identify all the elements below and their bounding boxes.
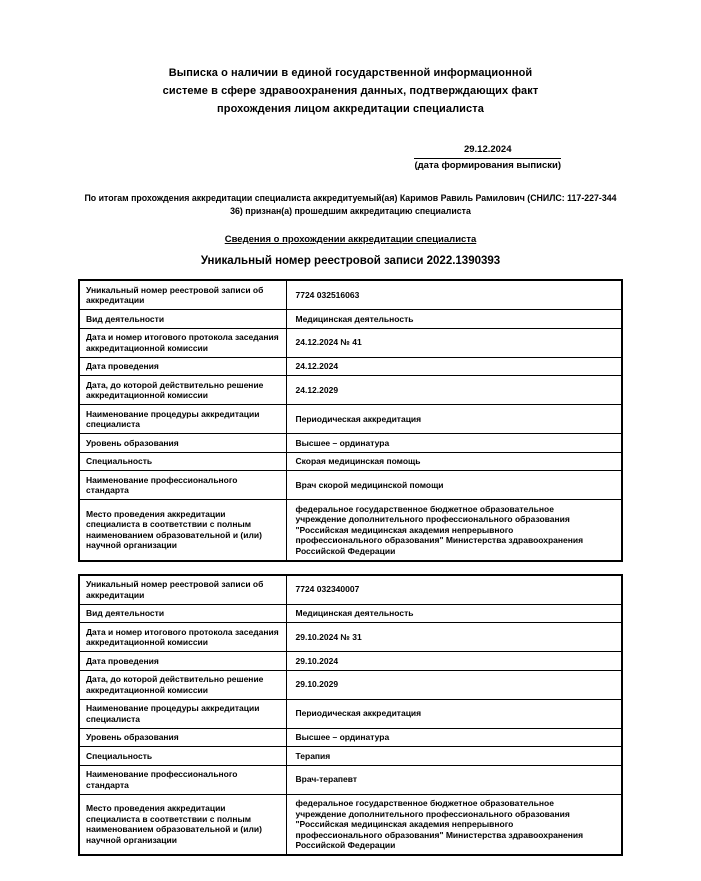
row-value: Терапия (286, 747, 622, 766)
row-value: Высшее – ординатура (286, 728, 622, 747)
table-row (79, 376, 622, 405)
row-value: Периодическая аккредитация (286, 699, 622, 728)
row-value: Высшее – ординатура (286, 434, 622, 453)
row-value: Врач скорой медицинской помощи (286, 471, 622, 500)
row-label: Уникальный номер реестровой записи об аккредитации (79, 575, 286, 605)
row-value: Скорая медицинская помощь (286, 452, 622, 471)
row-value: 7724 032340007 (286, 575, 622, 605)
accreditation-record-table-2-body (79, 575, 622, 856)
row-label: Дата и номер итогового протокола заседания аккредитационной комиссии (79, 623, 286, 652)
row-value: федеральное государственное бюджетное образовательное учреждение дополнительного профессионального образования "Российская медицинская академия непрерывного профессионального образования" Министерства здравоохранения Российской Федерации (286, 794, 622, 855)
row-label: Уникальный номер реестровой записи об аккредитации (79, 280, 286, 310)
row-value: Медицинская деятельность (286, 604, 622, 623)
row-value: 24.12.2024 № 41 (286, 328, 622, 357)
table-row (79, 575, 622, 605)
row-label: Дата, до которой действительно решение аккредитационной комиссии (79, 376, 286, 405)
row-value: 7724 032516063 (286, 280, 622, 310)
extract-date: 29.12.2024 (414, 144, 561, 159)
row-label: Вид деятельности (79, 604, 286, 623)
row-value: 24.12.2024 (286, 357, 622, 376)
table-row (79, 623, 622, 652)
table-row (79, 604, 622, 623)
row-label: Дата проведения (79, 357, 286, 376)
extract-date-caption: (дата формирования выписки) (414, 160, 561, 171)
table-row (79, 357, 622, 376)
row-value: Медицинская деятельность (286, 310, 622, 329)
row-value: 29.10.2024 (286, 652, 622, 671)
table-row (79, 310, 622, 329)
row-value: 24.12.2029 (286, 376, 622, 405)
row-value: Периодическая аккредитация (286, 405, 622, 434)
accreditation-record-table-2 (78, 574, 623, 857)
table-row (79, 652, 622, 671)
accreditation-record-table-1-body (79, 280, 622, 561)
table-row (79, 434, 622, 453)
table-row (79, 747, 622, 766)
row-value: 29.10.2029 (286, 670, 622, 699)
row-label: Место проведения аккредитации специалиста в соответствии с полным наименованием образовательной и (или) научной организации (79, 500, 286, 561)
row-label: Дата, до которой действительно решение аккредитационной комиссии (79, 670, 286, 699)
table-row (79, 471, 622, 500)
table-row (79, 765, 622, 794)
row-label: Дата и номер итогового протокола заседания аккредитационной комиссии (79, 328, 286, 357)
table-row (79, 728, 622, 747)
table-row (79, 405, 622, 434)
accreditation-record-table-1 (78, 279, 623, 562)
row-label: Вид деятельности (79, 310, 286, 329)
row-label: Наименование процедуры аккредитации специалиста (79, 405, 286, 434)
row-value: федеральное государственное бюджетное образовательное учреждение дополнительного профессионального образования "Российская медицинская академия непрерывного профессионального образования" Министерства здравоохранения Российской Федерации (286, 500, 622, 561)
table-row (79, 328, 622, 357)
row-label: Уровень образования (79, 434, 286, 453)
section-heading: Сведения о прохождении аккредитации специалиста (224, 234, 477, 245)
row-value: 29.10.2024 № 31 (286, 623, 622, 652)
intro-paragraph: По итогам прохождения аккредитации специалиста аккредитуемый(ая) Каримов Равиль Рамилович (СНИЛС: 117-227-344 36) признан(а) прошедшим аккредитацию специалиста (84, 193, 617, 216)
row-label: Специальность (79, 452, 286, 471)
table-row (79, 699, 622, 728)
record-number-heading: Уникальный номер реестровой записи 2022.1390393 (200, 255, 501, 267)
row-label: Наименование профессионального стандарта (79, 765, 286, 794)
row-value: Врач-терапевт (286, 765, 622, 794)
row-label: Дата проведения (79, 652, 286, 671)
row-label: Специальность (79, 747, 286, 766)
table-row (79, 794, 622, 855)
table-row (79, 280, 622, 310)
date-block (414, 144, 561, 172)
row-label: Уровень образования (79, 728, 286, 747)
row-label: Наименование профессионального стандарта (79, 471, 286, 500)
row-label: Наименование процедуры аккредитации специалиста (79, 699, 286, 728)
table-row (79, 670, 622, 699)
table-row (79, 452, 622, 471)
document-title: Выписка о наличии в единой государственной информационной системе в сфере здравоохранения данных, подтверждающих факт прохождения лицом аккредитации специалиста (162, 67, 539, 115)
table-row (79, 500, 622, 561)
row-label: Место проведения аккредитации специалиста в соответствии с полным наименованием образовательной и (или) научной организации (79, 794, 286, 855)
